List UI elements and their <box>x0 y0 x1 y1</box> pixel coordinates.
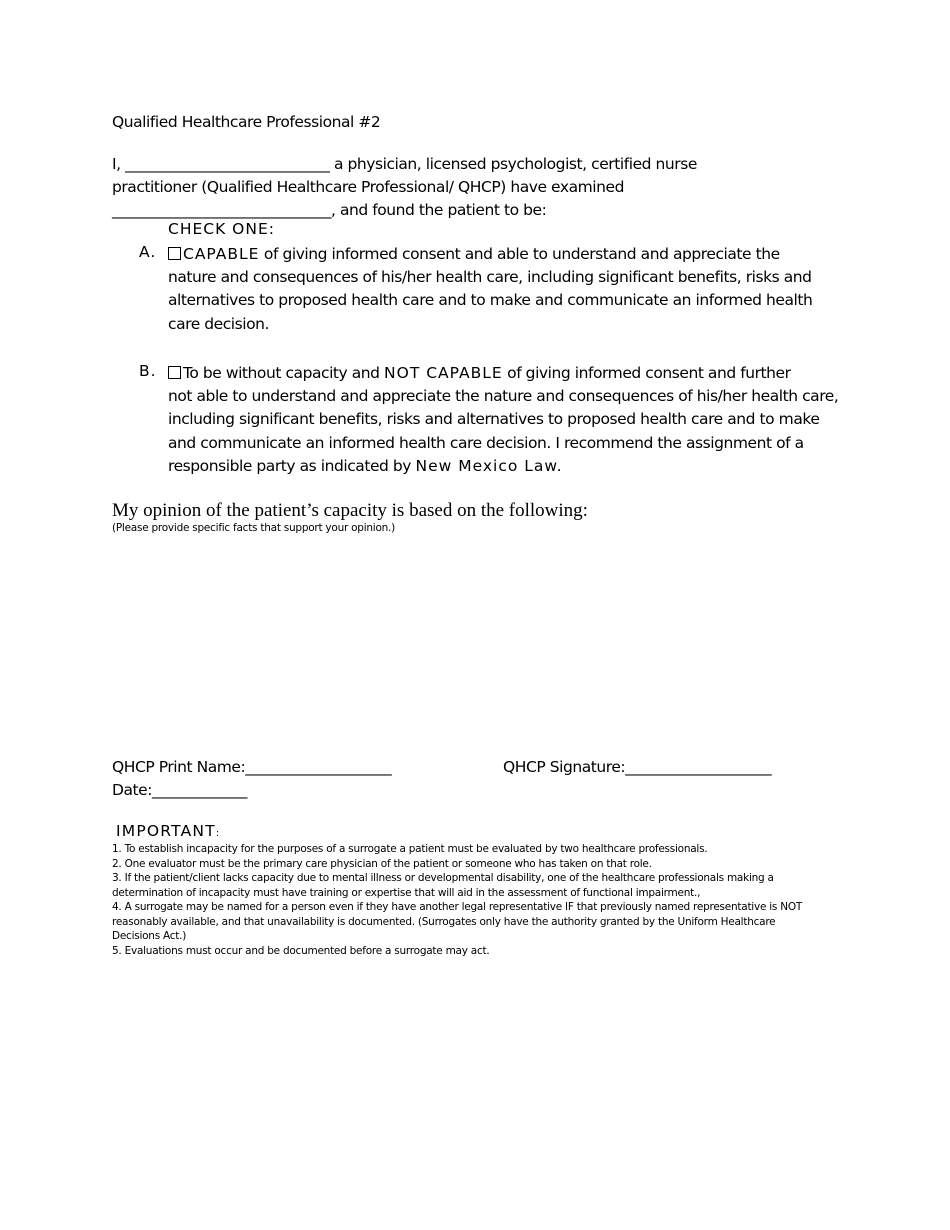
patient-name-blank[interactable]: ______________________________ <box>112 201 332 220</box>
important-title: IMPORTANT <box>116 822 216 840</box>
important-notes <box>112 842 872 958</box>
option-b-line-1-text: of giving informed consent and further <box>502 364 791 382</box>
option-b-line-4: and communicate an informed health care decision. I recommend the assignment of a <box>168 433 804 452</box>
capable-keyword: CAPABLE <box>183 245 260 263</box>
option-b-line-3: including significant benefits, risks and alternatives to proposed health care and to make <box>168 410 820 429</box>
opinion-heading: My opinion of the patient’s capacity is based on the following: <box>112 500 588 521</box>
signature-field <box>503 758 771 776</box>
statement-line-1 <box>112 153 697 176</box>
date-field <box>112 781 247 799</box>
option-b-line-2: not able to understand and appreciate the nature and consequences of his/her health care, <box>168 387 839 406</box>
important-note-4-cont-2: Decisions Act.) <box>112 930 187 942</box>
option-b-line-1 <box>168 362 838 385</box>
new-mexico-law: New Mexico Law. <box>415 456 563 475</box>
signature-blank[interactable]: ____________________ <box>625 758 772 776</box>
important-heading <box>116 822 220 840</box>
form-title: Qualified Healthcare Professional #2 <box>112 113 381 131</box>
opinion-text-area[interactable] <box>112 545 832 740</box>
statement-paragraph <box>112 153 697 223</box>
print-name-label: QHCP Print Name: <box>112 758 246 776</box>
option-a-line-1-text: of giving informed consent and able to understand and appreciate the <box>259 245 780 263</box>
option-b <box>168 362 838 478</box>
important-note-4: 4. A surrogate may be named for a person even if they have another legal representative IF that previously named representative is NOT <box>112 901 802 913</box>
important-note-2: 2. One evaluator must be the primary care physician of the patient or someone who has taken on that role. <box>112 857 652 870</box>
date-blank[interactable]: _____________ <box>152 781 247 799</box>
important-note-3-cont: determination of incapacity must have training or expertise that will aid in the assessment of functional impairment., <box>112 886 701 899</box>
option-b-line-1-pre: To be without capacity and <box>183 364 385 382</box>
capable-checkbox[interactable] <box>168 247 181 260</box>
important-note-1: 1. To establish incapacity for the purposes of a surrogate a patient must be evaluated by two healthcare professionals. <box>112 843 708 855</box>
important-note-5: 5. Evaluations must occur and be documented before a surrogate may act. <box>112 944 490 957</box>
option-b-line-5 <box>168 455 838 478</box>
print-name-field <box>112 758 391 776</box>
option-b-letter: B. <box>139 362 157 380</box>
not-capable-keyword: NOT CAPABLE <box>384 364 503 382</box>
option-a-line-4: care decision. <box>168 314 270 333</box>
option-a-letter: A. <box>139 243 157 261</box>
statement-line-3-suffix: , and found the patient to be: <box>331 201 547 220</box>
statement-line-2: practitioner (Qualified Healthcare Professional/ QHCP) have examined <box>112 178 624 197</box>
statement-line-1-suffix: a physician, licensed psychologist, certified nurse <box>329 155 697 173</box>
not-capable-checkbox[interactable] <box>168 366 181 379</box>
date-label: Date: <box>112 781 153 799</box>
option-b-line-5-pre: responsible party as indicated by <box>168 456 416 475</box>
opinion-subtext: (Please provide specific facts that support your opinion.) <box>112 522 395 534</box>
option-a-line-2: nature and consequences of his/her health care, including significant benefits, risks and <box>168 268 812 287</box>
option-a <box>168 243 812 336</box>
option-a-line-3: alternatives to proposed health care and to make and communicate an informed health <box>168 291 813 310</box>
signature-label: QHCP Signature: <box>503 758 626 776</box>
option-a-line-1 <box>168 243 812 266</box>
statement-prefix: I, <box>112 155 126 173</box>
important-note-3: 3. If the patient/client lacks capacity due to mental illness or developmental disability, one of the healthcare professionals making a <box>112 872 774 884</box>
important-colon: : <box>215 828 221 839</box>
examiner-name-blank[interactable]: ____________________________ <box>125 155 330 173</box>
important-note-4-cont: reasonably available, and that unavailability is documented. (Surrogates only have the authority granted by the Uniform Healthcare <box>112 915 776 928</box>
check-one-label: CHECK ONE: <box>168 220 275 238</box>
print-name-blank[interactable]: ____________________ <box>245 758 392 776</box>
